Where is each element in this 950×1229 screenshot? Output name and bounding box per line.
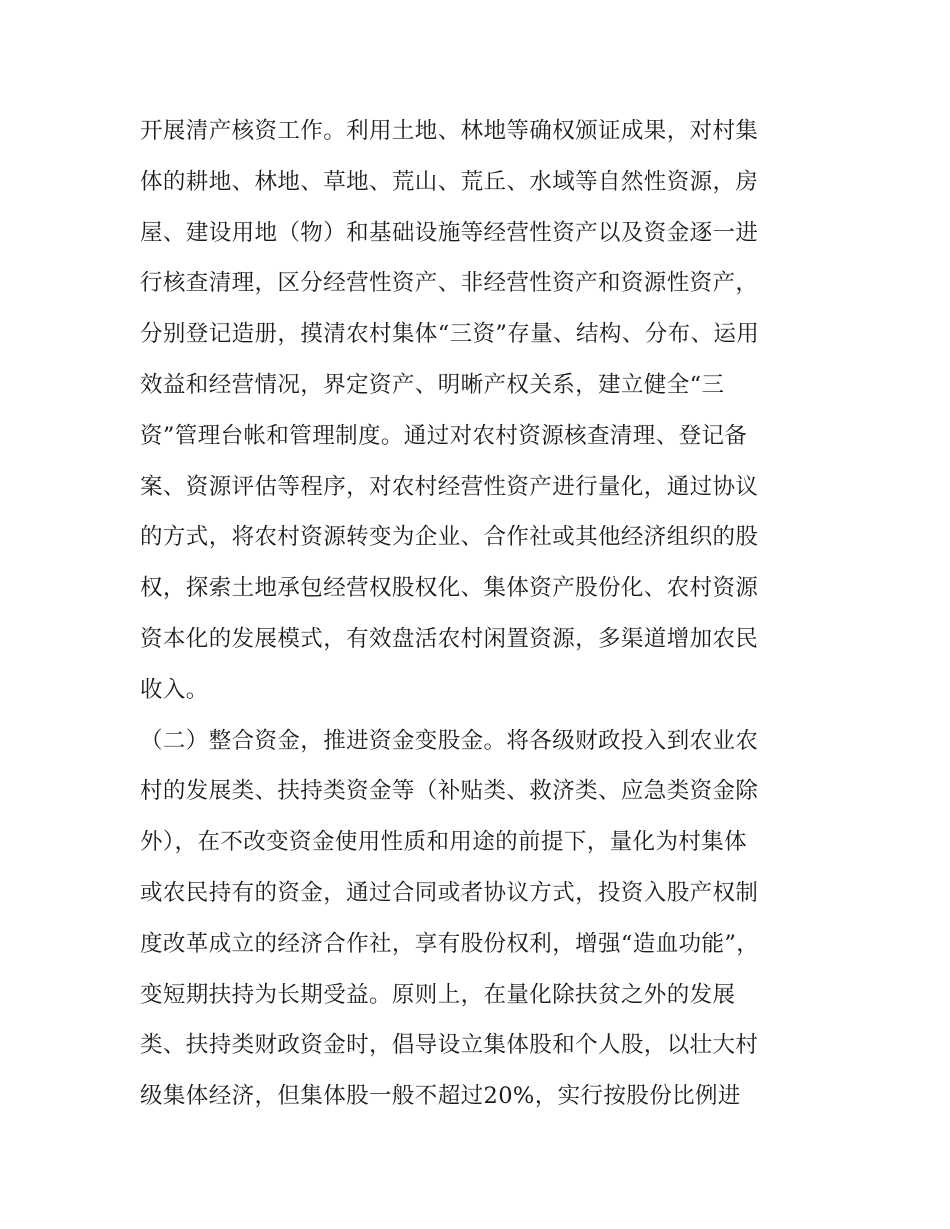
text-line: 行核查清理，区分经营性资产、非经营性资产和资源性资产，	[140, 270, 759, 297]
text-line: 外），在不改变资金使用性质和用途的前提下，量化为村集体	[140, 829, 748, 856]
text-line: 的方式，将农村资源转变为企业、合作社或其他经济组织的股	[140, 524, 759, 551]
text-line: 屋、建设用地（物）和基础设施等经营性资产以及资金逐一进	[140, 219, 759, 246]
text-line: 度改革成立的经济合作社，享有股份权利，增强“造血功能”，	[140, 930, 760, 957]
text-line: 效益和经营情况，界定资产、明晰产权关系，建立健全“三	[140, 371, 725, 398]
text-line: 资本化的发展模式，有效盘活农村闲置资源，多渠道增加农民	[140, 625, 759, 652]
text-line: 变短期扶持为长期受益。原则上，在量化除扶贫之外的发展	[140, 981, 736, 1008]
text-line: 类、扶持类财政资金时，倡导设立集体股和个人股，以壮大村	[140, 1032, 759, 1059]
body-text	[140, 106, 820, 1122]
text-line: 资”管理台帐和管理制度。通过对农村资源核查清理、登记备	[140, 422, 748, 449]
text-line: 权，探索土地承包经营权股权化、集体资产股份化、农村资源	[140, 575, 759, 602]
text-line: 或农民持有的资金，通过合同或者协议方式，投资入股产权制	[140, 879, 759, 906]
section-heading-line: （二）整合资金，推进资金变股金。将各级财政投入到农业农	[140, 727, 759, 754]
text-line: 案、资源评估等程序，对农村经营性资产进行量化，通过协议	[140, 473, 759, 500]
text-line: 分别登记造册，摸清农村集体“三资”存量、结构、分布、运用	[140, 321, 760, 348]
text-line: 体的耕地、林地、草地、荒山、荒丘、水域等自然性资源，房	[140, 168, 759, 195]
text-line: 村的发展类、扶持类资金等（补贴类、救济类、应急类资金除	[140, 778, 759, 805]
text-line: 开展清产核资工作。利用土地、林地等确权颁证成果，对村集	[140, 118, 759, 144]
text-line: 收入。	[140, 676, 209, 703]
text-line: 级集体经济，但集体股一般不超过20%，实行按股份比例进	[140, 1083, 741, 1110]
